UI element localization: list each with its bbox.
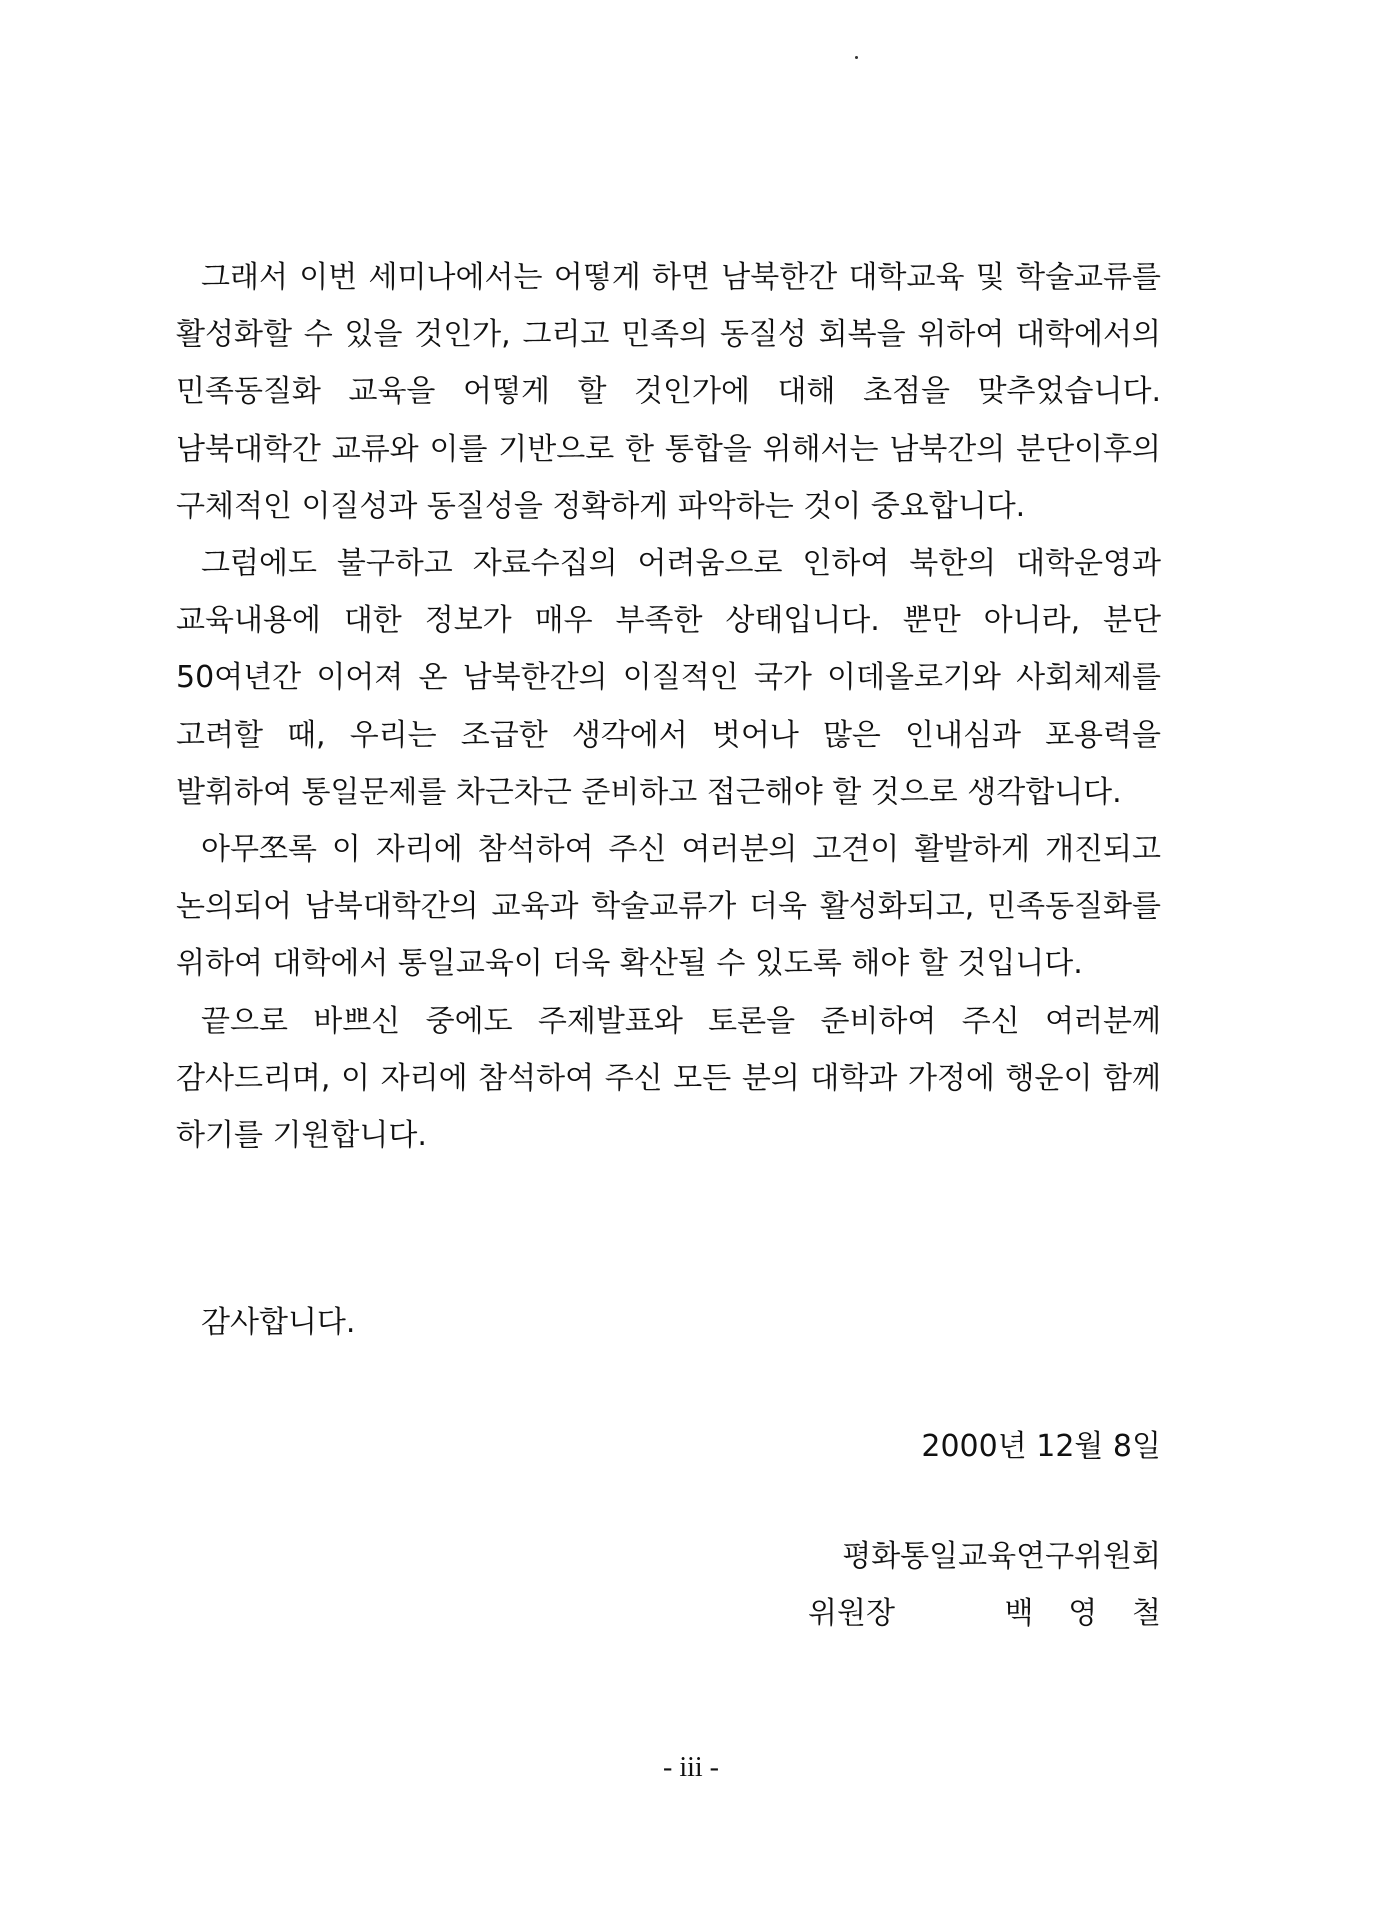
signer-gap — [930, 1585, 970, 1642]
signer-name-char: 백 — [1004, 1596, 1034, 1631]
organization-name: 평화통일교육연구위원회 — [842, 1539, 1161, 1574]
signer-name-char: 영 — [1068, 1596, 1098, 1631]
paragraph: 아무쪼록 이 자리에 참석하여 주신 여러분의 고견이 활발하게 개진되고 논의되어 남북대학간의 교육과 학술교류가 더욱 활성화되고, 민족동질화를 위하여 대학에서 통일교육이 더욱 확산될 수 있도록 해야 할 것입니다. — [176, 832, 1161, 982]
page-number: - iii - — [663, 1752, 719, 1783]
signer-line — [808, 1585, 1161, 1642]
scan-speck — [855, 56, 858, 59]
paragraph: 그래서 이번 세미나에서는 어떻게 하면 남북한간 대학교육 및 학술교류를 활성화할 수 있을 것인가, 그리고 민족의 동질성 회복을 위하여 대학에서의 민족동질화 교육을 어떻게 할 것인가에 대해 초점을 맞추었습니다. 남북대학간 교류와 이를 기반으로 한 통합을 위해서는 남북간의 분단이후의 구체적인 이질성과 동질성을 정확하게 파악하는 것이 중요합니다. — [176, 260, 1161, 524]
letter-body — [176, 249, 1161, 1164]
signer-title: 위원장 — [808, 1596, 895, 1631]
paragraph: 그럼에도 불구하고 자료수집의 어려움으로 인하여 북한의 대학운영과 교육내용에 대한 정보가 매우 부족한 상태입니다. 뿐만 아니라, 분단 50여년간 이어져 온 남북한간의 이질적인 국가 이데올로기와 사회체제를 고려할 때, 우리는 조급한 생각에서 벗어나 많은 인내심과 포용력을 발휘하여 통일문제를 차근차근 준비하고 접근해야 할 것으로 생각합니다. — [176, 546, 1161, 810]
signer-name-char: 철 — [1131, 1596, 1161, 1631]
paragraph: 끝으로 바쁘신 중에도 주제발표와 토론을 준비하여 주신 여러분께 감사드리며, 이 자리에 참석하여 주신 모든 분의 대학과 가정에 행운이 함께 하기를 기원합니다. — [176, 1003, 1161, 1154]
letter-date: 2000년 12월 8일 — [921, 1429, 1161, 1464]
closing-line: 감사합니다. — [201, 1305, 356, 1340]
